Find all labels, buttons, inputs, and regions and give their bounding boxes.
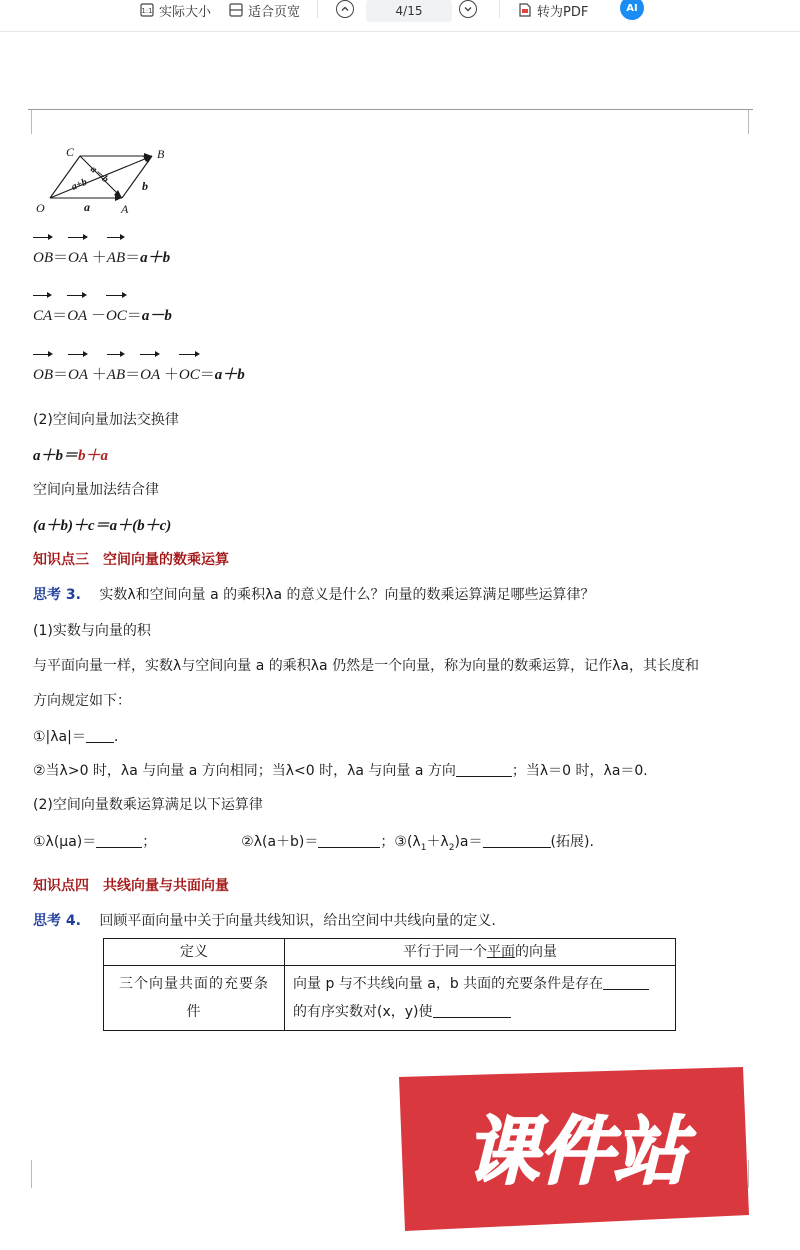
vector-ob: OB bbox=[33, 250, 53, 266]
operator: ＋ bbox=[163, 367, 179, 383]
label-a: A bbox=[121, 202, 129, 216]
vector-oa: OA bbox=[67, 308, 88, 324]
label-o: O bbox=[36, 201, 45, 215]
vector-oc: OC bbox=[105, 308, 127, 324]
label-a-plus-b: a+b bbox=[70, 176, 89, 193]
fill-blank[interactable] bbox=[433, 1004, 511, 1018]
think-3-text: 实数λ和空间向量 a 的乘积λa 的意义是什么？向量的数乘运算满足哪些运算律？ bbox=[99, 587, 595, 603]
label-a-minus-b: a－b bbox=[88, 163, 111, 186]
equation-result: a－b bbox=[141, 308, 172, 324]
watermark-logo bbox=[393, 1065, 755, 1233]
commutative-rhs: b＋a bbox=[78, 448, 109, 464]
equation-result: a＋b bbox=[214, 367, 245, 383]
ai-assistant-button[interactable] bbox=[620, 0, 644, 20]
law-1-text: ①λ(μa)＝ bbox=[33, 834, 97, 850]
direction-rule-text-a: ②当λ>0 时，λa 与向量 a 方向相同；当λ<0 时，λa 与向量 a 方向 bbox=[33, 763, 456, 779]
label-c: C bbox=[66, 145, 75, 159]
equation-ob-full bbox=[33, 365, 245, 385]
operator: ＝ bbox=[126, 308, 142, 324]
subsection-scalar-laws: (2)空间向量数乘运算满足以下运算律 bbox=[33, 797, 263, 813]
operator: ＝ bbox=[52, 308, 68, 324]
operator: ＝ bbox=[53, 250, 69, 266]
fill-blank[interactable] bbox=[86, 729, 114, 743]
subsection-scalar-product: (1)实数与向量的积 bbox=[33, 623, 151, 639]
label-vec-a: a bbox=[84, 200, 90, 214]
svg-text:1:1: 1:1 bbox=[141, 7, 153, 15]
previous-page-button[interactable] bbox=[336, 0, 354, 18]
think-3 bbox=[33, 585, 594, 605]
fill-blank[interactable] bbox=[603, 976, 649, 990]
think-4-label: 思考 4. bbox=[33, 913, 81, 929]
vector-oa: OA bbox=[140, 367, 161, 383]
table-cell bbox=[285, 966, 676, 1031]
chevron-up-icon bbox=[340, 4, 350, 14]
length-rule-text: ①|λa|＝ bbox=[33, 729, 86, 745]
definition-table bbox=[103, 938, 676, 1031]
viewer-toolbar bbox=[0, 0, 800, 32]
law-2-text: ②λ(a＋b)＝ bbox=[241, 834, 319, 850]
actual-size-label: 实际大小 bbox=[159, 4, 212, 20]
subscript: 1 bbox=[420, 842, 427, 853]
equation-ob-sum bbox=[33, 248, 170, 268]
convert-to-pdf-button[interactable] bbox=[518, 0, 588, 20]
period: . bbox=[113, 729, 119, 745]
commutative-lhs: a＋b＝ bbox=[33, 448, 79, 464]
vector-ab: AB bbox=[106, 367, 126, 383]
fill-blank[interactable] bbox=[483, 834, 551, 848]
semicolon: ； bbox=[142, 834, 157, 850]
scalar-product-paragraph-2: 方向规定如下： bbox=[33, 693, 131, 709]
section-4-heading: 知识点四 共线向量与共面向量 bbox=[33, 878, 229, 894]
law-3-text-c: )a＝ bbox=[454, 834, 483, 850]
fit-width-button[interactable] bbox=[229, 0, 300, 20]
cell-text: 的有序实数对(x，y)使 bbox=[293, 1004, 433, 1020]
table-row bbox=[104, 966, 676, 1031]
vector-ab: AB bbox=[106, 250, 126, 266]
vector-ob: OB bbox=[33, 367, 53, 383]
page-indicator[interactable] bbox=[366, 0, 452, 22]
pdf-file-icon bbox=[518, 3, 532, 17]
table-cell: 三个向量共面的充要条件 bbox=[104, 966, 285, 1031]
equation-result: a＋b bbox=[140, 250, 171, 266]
toolbar-divider bbox=[317, 0, 318, 18]
page-indicator-text: 4/15 bbox=[395, 4, 423, 18]
think-3-label: 思考 3. bbox=[33, 587, 81, 603]
equation-ca-difference bbox=[33, 306, 172, 326]
next-page-button[interactable] bbox=[459, 0, 477, 18]
direction-rule bbox=[33, 761, 648, 781]
cell-text: 向量 p 与不共线向量 a，b 共面的充要条件是存在 bbox=[293, 976, 604, 992]
think-4-text: 回顾平面向量中关于向量共线知识，给出空间中共线向量的定义. bbox=[99, 913, 496, 929]
actual-size-button[interactable] bbox=[140, 0, 211, 20]
crop-mark bbox=[8, 1160, 32, 1188]
fit-width-icon bbox=[229, 3, 243, 17]
ai-icon: AI bbox=[626, 2, 638, 14]
crop-mark bbox=[748, 110, 772, 134]
fill-blank[interactable] bbox=[456, 763, 512, 777]
semicolon: ； bbox=[380, 834, 395, 850]
operator: ＝ bbox=[53, 367, 69, 383]
table-cell: 定义 bbox=[104, 939, 285, 966]
table-row bbox=[104, 939, 676, 966]
law-3-end: (拓展). bbox=[550, 834, 594, 850]
vector-ca: CA bbox=[33, 308, 53, 324]
section-3-heading: 知识点三 空间向量的数乘运算 bbox=[33, 552, 229, 568]
subscript: 2 bbox=[448, 842, 455, 853]
operator: ＝ bbox=[125, 367, 141, 383]
fill-blank[interactable] bbox=[318, 834, 380, 848]
table-cell bbox=[285, 939, 676, 966]
operator: ＋ bbox=[91, 367, 107, 383]
vector-oc: OC bbox=[178, 367, 200, 383]
associative-law-formula: (a＋b)＋c＝a＋(b＋c) bbox=[33, 518, 172, 534]
toolbar-divider bbox=[499, 0, 500, 18]
operator: ＋ bbox=[91, 250, 107, 266]
operator: － bbox=[90, 308, 106, 324]
direction-rule-text-b: ；当λ＝0 时，λa＝0. bbox=[511, 763, 648, 779]
watermark-text: 课件站 bbox=[465, 1109, 687, 1195]
associative-law-title: 空间向量加法结合律 bbox=[33, 482, 159, 498]
operator: ＝ bbox=[125, 250, 141, 266]
law-3-text-b: ＋λ bbox=[426, 834, 449, 850]
crop-mark bbox=[8, 110, 32, 134]
length-rule bbox=[33, 727, 118, 747]
fill-blank[interactable] bbox=[96, 834, 142, 848]
fit-width-label: 适合页宽 bbox=[248, 4, 301, 20]
scalar-laws-row bbox=[33, 832, 594, 858]
cell-text: 平行于同一个 bbox=[403, 944, 487, 960]
cell-text: 的向量 bbox=[515, 944, 557, 960]
scalar-product-paragraph-1: 与平面向量一样，实数λ与空间向量 a 的乘积λa 仍然是一个向量，称为向量的数乘运算，记作λa，其长度和 bbox=[33, 658, 699, 674]
actual-size-icon bbox=[140, 3, 154, 17]
page-top-border bbox=[28, 109, 753, 110]
chevron-down-icon bbox=[463, 4, 473, 14]
think-4 bbox=[33, 911, 496, 931]
commutative-law-formula bbox=[33, 446, 108, 466]
parallelogram-figure bbox=[30, 140, 180, 220]
commutative-law-title: (2)空间向量加法交换律 bbox=[33, 412, 179, 428]
vector-oa: OA bbox=[68, 250, 89, 266]
label-b: B bbox=[157, 147, 165, 161]
cell-text-underlined: 平面 bbox=[487, 944, 515, 960]
operator: ＝ bbox=[199, 367, 215, 383]
vector-oa: OA bbox=[68, 367, 89, 383]
law-3-text-a: ③(λ bbox=[394, 834, 421, 850]
convert-to-pdf-label: 转为PDF bbox=[537, 4, 589, 20]
label-vec-b: b bbox=[142, 179, 148, 193]
